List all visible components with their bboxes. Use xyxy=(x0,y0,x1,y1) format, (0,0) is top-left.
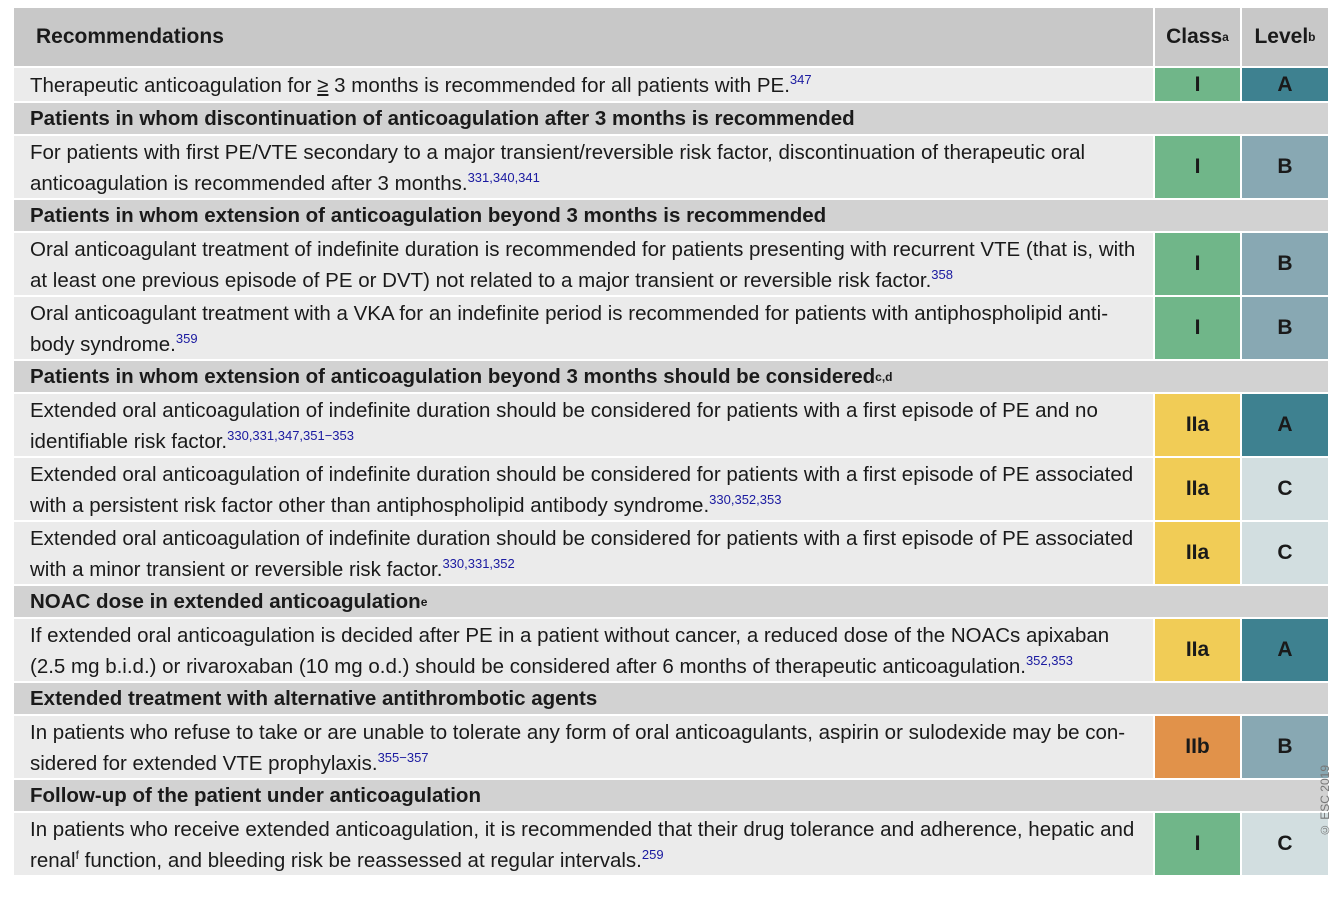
reference-numbers: 259 xyxy=(641,846,664,862)
recommendation-body: Extended oral anticoagulation of indefinite duration should be considered for patients with a first episode of PE associated with a persistent risk factor other than antiphospholipid antibody syndrome. xyxy=(30,462,1134,517)
recommendation-body: Oral anticoagulant treatment of indefinite duration is recommended for patients presenting with recurrent VTE (that is, with at least one previous episode of PE or DVT) not related to a major transient or reversible risk factor. xyxy=(30,237,1136,292)
section-heading-text: Patients in whom extension of anticoagulation beyond 3 months should be considered xyxy=(30,364,876,388)
section-heading-text: Follow-up of the patient under anticoagulation xyxy=(30,783,481,807)
recommendation-sentence xyxy=(30,234,1137,296)
section-heading-text: NOAC dose in extended anticoagulation xyxy=(30,589,421,613)
recommendation-body: If extended oral anticoagulation is decided after PE in a patient without cancer, a reduced dose of the NOACs apixaban (2.5 mg b.i.d.) or rivaroxaban (10 mg o.d.) should be considered after 6 months of therapeutic anticoagulation. xyxy=(30,623,1110,678)
reference-numbers: 347 xyxy=(789,71,812,87)
section-heading-text: Extended treatment with alternative antithrombotic agents xyxy=(30,686,598,710)
recommendation-text xyxy=(14,68,1153,101)
section-heading xyxy=(14,200,1328,231)
recommendation-text xyxy=(14,522,1153,584)
reference-numbers: 331,340,341 xyxy=(467,169,540,185)
recommendation-text xyxy=(14,813,1153,875)
class-badge: IIa xyxy=(1155,619,1240,681)
section-heading xyxy=(14,103,1328,134)
reference-numbers: 352,353 xyxy=(1025,652,1073,668)
level-badge: A xyxy=(1242,68,1328,101)
copyright-notice: © ESC 2019 xyxy=(1318,764,1332,837)
greater-equal-sign: ≥ xyxy=(317,73,329,97)
recommendations-table xyxy=(14,8,1324,875)
level-badge: B xyxy=(1242,233,1328,295)
section-heading-text: Patients in whom extension of anticoagulation beyond 3 months is recommended xyxy=(30,203,827,227)
section-heading: NOAC dose in extended anticoagulation e xyxy=(14,586,1328,617)
recommendation-sentence xyxy=(30,523,1137,585)
class-badge: I xyxy=(1155,68,1240,101)
level-badge: C xyxy=(1242,458,1328,520)
class-badge: IIa xyxy=(1155,458,1240,520)
header-class: Class a xyxy=(1155,8,1240,66)
class-badge: I xyxy=(1155,297,1240,359)
level-badge: C xyxy=(1242,813,1328,875)
class-badge: IIa xyxy=(1155,394,1240,456)
recommendation-sentence xyxy=(30,70,812,101)
recommendation-text xyxy=(14,394,1153,456)
header-level: Level b xyxy=(1242,8,1328,66)
recommendation-text xyxy=(14,233,1153,295)
recommendation-sentence xyxy=(30,814,1137,876)
recommendation-body: Oral anticoagulant treatment with a VKA for an indefinite period is recommended for patients with antiphospholipid antibody syndrome. xyxy=(30,301,1109,356)
class-badge: I xyxy=(1155,136,1240,198)
inline-footnote: f xyxy=(75,847,79,862)
level-badge: A xyxy=(1242,619,1328,681)
recommendation-body: function, and bleeding risk be reassessed at regular intervals. xyxy=(78,848,642,872)
class-badge: IIa xyxy=(1155,522,1240,584)
reference-numbers: 358 xyxy=(931,266,953,282)
reference-numbers: 330,352,353 xyxy=(709,491,782,507)
recommendation-body: In patients who refuse to take or are unable to tolerate any form of oral anticoagulants, aspirin or sulodexide may be considered for extended VTE prophylaxis. xyxy=(30,720,1126,775)
header-level-label: Level xyxy=(1254,25,1309,48)
recommendation-body: Extended oral anticoagulation of indefinite duration should be considered for patients with a first episode of PE and no identifiable risk factor. xyxy=(30,398,1098,453)
recommendation-text xyxy=(14,716,1153,778)
recommendation-text-start: Therapeutic anticoagulation for xyxy=(30,73,318,97)
section-heading xyxy=(14,683,1328,714)
recommendation-sentence xyxy=(30,459,1137,521)
recommendation-body: Extended oral anticoagulation of indefinite duration should be considered for patients with a first episode of PE associated with a minor transient or reversible risk factor. xyxy=(30,526,1134,581)
header-class-label: Class xyxy=(1166,25,1223,48)
level-badge: B xyxy=(1242,297,1328,359)
section-heading: Patients in whom extension of anticoagulation beyond 3 months should be considered c,d xyxy=(14,361,1328,392)
recommendation-body: For patients with first PE/VTE secondary to a major transient/reversible risk factor, discontinuation of therapeutic oral anticoagulation is recommended after 3 months. xyxy=(30,140,1086,195)
reference-numbers: 330,331,347,351−353 xyxy=(227,427,355,443)
section-heading-text: Patients in whom discontinuation of anticoagulation after 3 months is recommended xyxy=(30,106,855,130)
class-badge: I xyxy=(1155,813,1240,875)
recommendation-text xyxy=(14,136,1153,198)
header-recommendations-label: Recommendations xyxy=(36,25,224,48)
header-recommendations xyxy=(14,8,1153,66)
level-badge: C xyxy=(1242,522,1328,584)
level-badge: A xyxy=(1242,394,1328,456)
class-badge: IIb xyxy=(1155,716,1240,778)
section-heading xyxy=(14,780,1328,811)
recommendation-sentence xyxy=(30,298,1137,360)
level-badge: B xyxy=(1242,716,1328,778)
recommendation-sentence xyxy=(30,395,1137,457)
recommendation-sentence xyxy=(30,717,1137,779)
class-badge: I xyxy=(1155,233,1240,295)
recommendation-sentence xyxy=(30,137,1137,199)
recommendation-text xyxy=(14,619,1153,681)
recommendation-text-start: In patients who receive extended anticoagulation, it is recommended that their drug tolerance and adherence, hepatic and renal xyxy=(30,817,1135,872)
level-badge: B xyxy=(1242,136,1328,198)
reference-numbers: 355−357 xyxy=(377,749,429,765)
recommendation-text xyxy=(14,458,1153,520)
recommendation-sentence xyxy=(30,620,1137,682)
reference-numbers: 359 xyxy=(175,330,198,346)
recommendation-body: 3 months is recommended for all patients with PE. xyxy=(328,73,790,97)
recommendation-text xyxy=(14,297,1153,359)
reference-numbers: 330,331,352 xyxy=(442,555,515,571)
